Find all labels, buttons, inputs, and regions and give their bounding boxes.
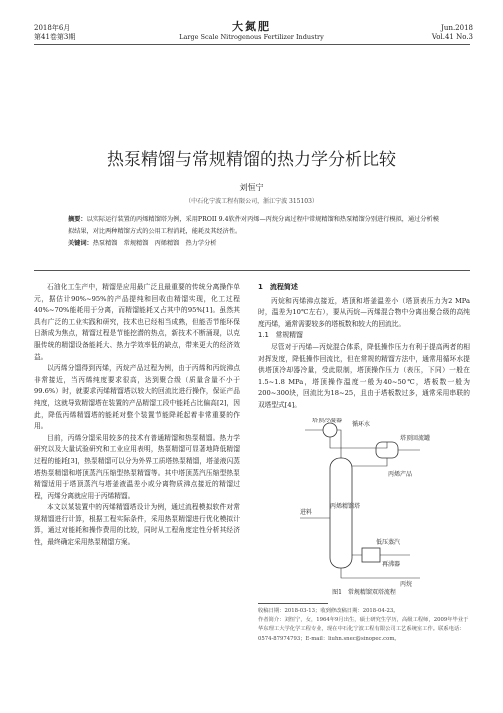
- abstract: [68, 214, 440, 238]
- keywords: [68, 238, 440, 250]
- paragraph: 丙烷和丙烯沸点接近，塔顶和塔釜温差小（塔顶表压力为2 MPa时，温差为10℃左右），要从丙烷—丙烯混合物中分离出聚合级的高纯度丙烯，通常需要较多的塔板数和较大的回流比。: [258, 296, 470, 328]
- paragraph: 石油化工生产中，精馏是应用最广泛且最重要的传统分离操作单元，据估计90%~95%的产品提纯和回收由精馏实现，化工过程40%~70%能耗用于分离，而精馏能耗又占其中的95%[1]。虽然其具有广泛的工业实践和研究，技术也已经相当成熟，但能否节能环保日渐成为焦点，精馏过程是节能挖潜的热点，新技术不断涌现，以克服传统的精馏设备能耗大、热力学效率低的缺点，带来更大的经济效益。: [34, 283, 240, 361]
- label-steam: 低压蒸汽: [376, 539, 401, 546]
- affiliation: （中石化宁波工程有限公司，浙江宁波 315103）: [185, 198, 318, 205]
- keywords-text: 热泵精馏 常规精馏 丙烯精馏 热力学分析: [92, 240, 217, 247]
- paragraph: 目前，丙烯分馏采用较多的技术有普通精馏和热泵精馏。热力学研究以及大量试验研究和工业应用表明，热泵精馏可显著地降低精馏过程的能耗[3]，热泵精馏可以分为外界工质塔热泵精馏，塔釜液闪蒸塔热泵精馏和塔顶蒸汽压缩型热泵精馏等。其中塔顶蒸汽压缩型热泵精馏适用于塔顶蒸汽与塔釜液温差小或分离物质沸点接近的精馏过程，丙烯分离就应用于丙烯精馏。: [34, 433, 240, 500]
- figure-caption: 图1 常规精馏双塔流程: [332, 589, 396, 596]
- process-flow-figure: [300, 418, 430, 588]
- section-heading: 1 流程简述: [258, 283, 298, 291]
- column-shape: [330, 458, 352, 568]
- paper-title: 热泵精馏与常规精馏的热力学分析比较: [107, 150, 396, 170]
- abstract-label: 摘要：: [68, 216, 87, 223]
- right-column: [258, 282, 470, 412]
- paragraph: 本文以某装置中的丙烯精馏塔设计为例，通过流程模拟软件对常规精馏进行计算，根据工程实际条件，采用热泵精馏进行优化模拟计算，通过对能耗和操作费用的比较，同时从工程角度定性分析其经济性，最终确定采用热泵精馏方案。: [34, 503, 240, 547]
- author: 刘恒宁: [239, 183, 264, 192]
- label-propylene: 丙烯产品: [388, 471, 413, 478]
- header-right: [432, 24, 473, 42]
- abstract-text: 以实际运行装置的丙烯精馏塔为例，采用PROII 9.4软件对丙烯—丙烷分离过程中常规精馏和热泵精馏分别进行模拟，通过分析模拟结果，对比两种精馏方式的公用工程消耗，能耗及其经济性。: [68, 216, 439, 235]
- footnote-block: [258, 607, 470, 644]
- footnote-author-bio: 作者简介：刘恒宁，女，1964年9月出生，硕士研究生学历，高级工程师，2009年毕业于华东理工大学化学工程专业，现在中石化宁波工程有限公司工艺系统室工作。联系电话：0574-87974793；E-mail：liuhn.snec@sinopec.com。: [258, 617, 469, 642]
- label-top-cooler: 塔顶冷凝器: [312, 418, 343, 424]
- subsection-heading: 1.1 常规精馏: [258, 331, 303, 340]
- left-column: [34, 282, 240, 549]
- journal-masthead: [0, 21, 503, 42]
- footnote-received: 收稿日期：2018-03-13；收到修改稿日期：2018-04-23。: [258, 608, 399, 614]
- cooler-shape: [323, 423, 337, 437]
- keywords-label: 关键词：: [68, 240, 93, 247]
- paragraph: 尽管对于丙烯—丙烷混合体系，降低操作压力有利于提高两者的相对挥发度，降低操作回流比，但在常规的精馏方法中，通常用循环水提供塔顶冷却器冷量，受此限制，塔顶操作压力（表压，下同）一般在1.5~1.8 MPa，塔顶操作温度一般为40~50℃，塔板数一般为200~300块，回流比为18~25，且由于塔板数过多，通常采用串联的双塔型式[4]。: [258, 342, 470, 409]
- label-reboiler: 再沸器: [382, 561, 401, 568]
- reboiler-shape: [362, 548, 380, 562]
- header-date-en: Jun.2018: [441, 24, 473, 32]
- paragraph: 以丙烯分馏得到丙烯，丙烷产品过程为例，由于丙烯和丙烷沸点非常接近，当丙烯纯度要求很高，达到聚合级（质量含量不小于99.6%）时，就要求丙烯精馏塔以较大的回流比进行操作，保证产品纯度，这就导致精馏塔在装置的产品精馏工段中能耗占比偏高[2]，因此，降低丙烯精馏塔的能耗对整个装置节能降耗起着非常重要的作用。: [34, 364, 240, 431]
- abstract-block: [68, 214, 440, 250]
- footnote-rule: [258, 603, 328, 604]
- label-cooling-water: 循环水: [352, 421, 371, 428]
- header-year-month: 2018年6月: [34, 24, 71, 32]
- abstract-rule: [34, 270, 470, 271]
- label-column: 丙烯精馏塔: [330, 503, 361, 510]
- label-top-tank: 塔顶回流罐: [400, 435, 430, 442]
- journal-name-cn: 大氮肥: [232, 20, 271, 33]
- journal-name-en: Large Scale Nitrogenous Fertilizer Industry: [179, 33, 324, 41]
- header-volume-issue: 第41卷第3期: [34, 33, 76, 41]
- header-rule: [34, 44, 470, 45]
- label-feed: 进料: [300, 509, 313, 516]
- label-propane: 丙烷: [400, 581, 413, 588]
- header-vol-en: Vol.41 No.3: [431, 33, 473, 41]
